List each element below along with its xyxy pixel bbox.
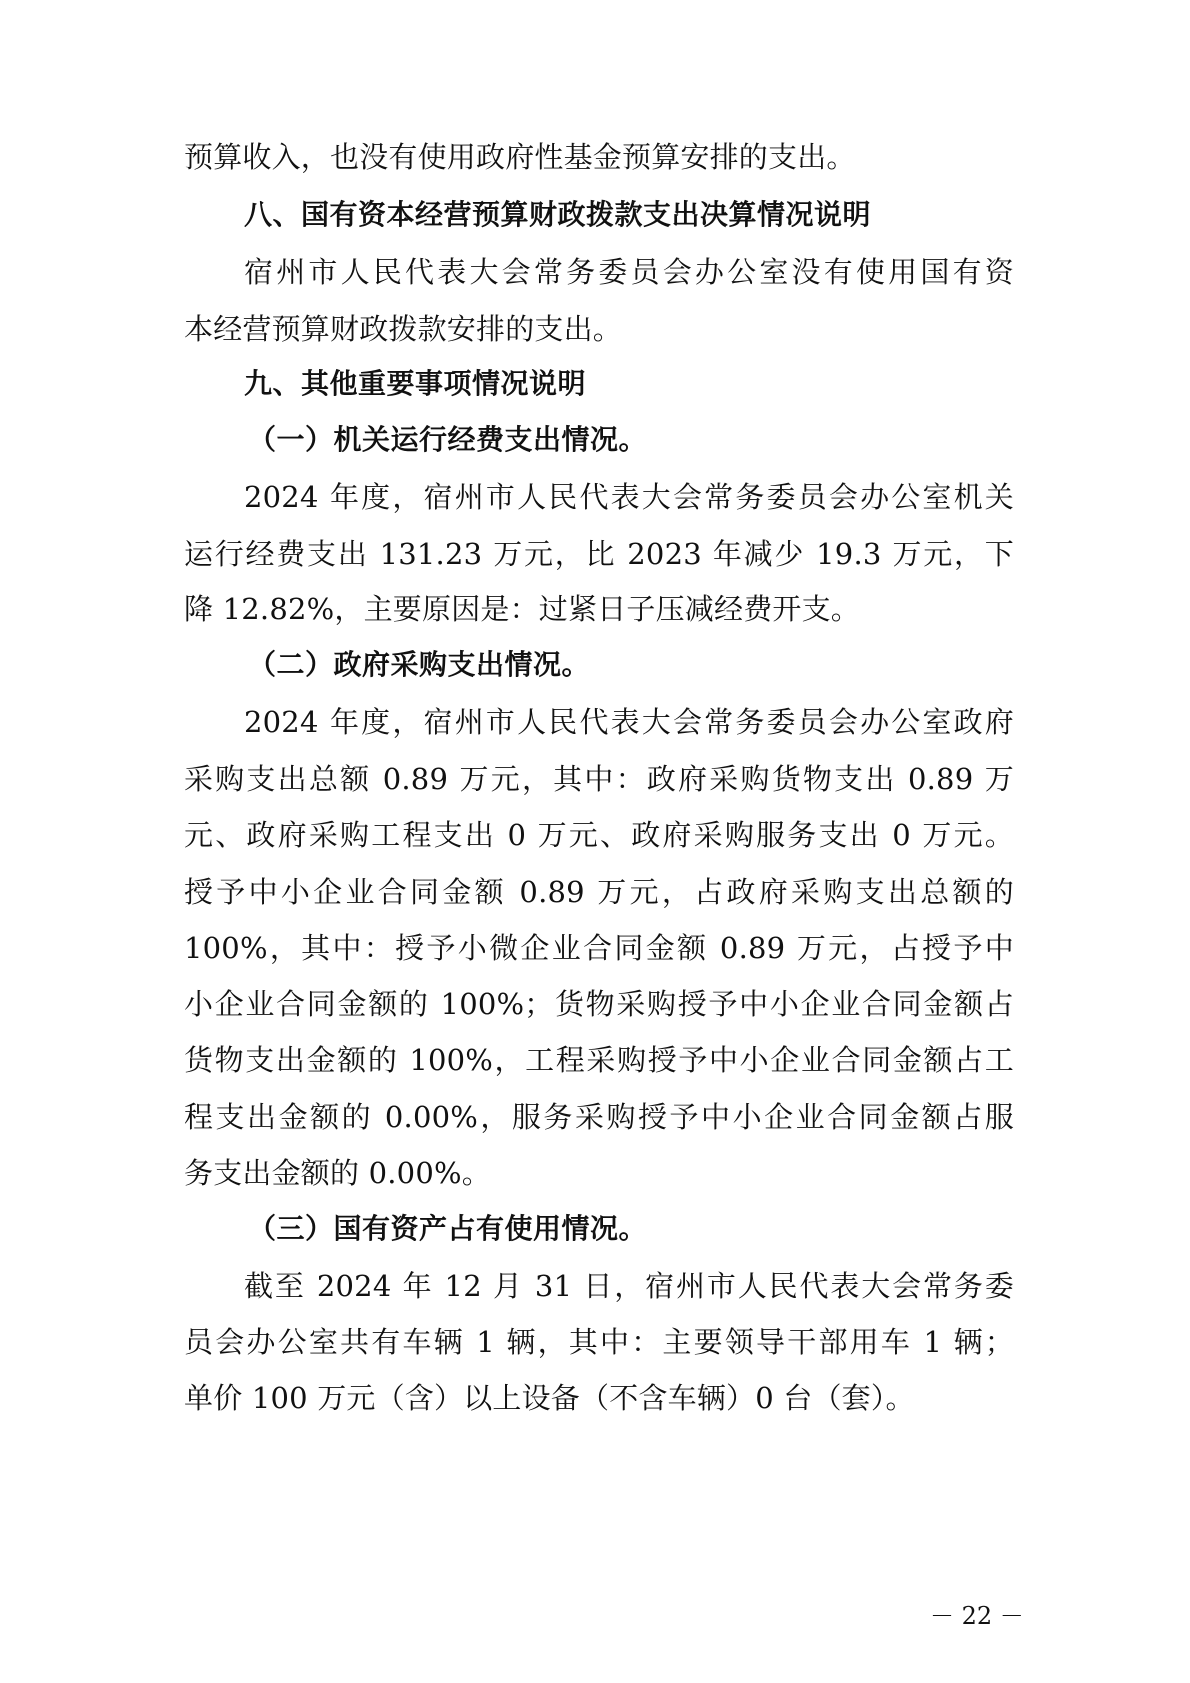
paragraph-line: 运行经费支出 131.23 万元，比 2023 年减少 19.3 万元，下 — [184, 537, 1014, 571]
paragraph-line: 员会办公室共有车辆 1 辆，其中：主要领导干部用车 1 辆； — [184, 1325, 1014, 1359]
paragraph-line: 程支出金额的 0.00%，服务采购授予中小企业合同金额占服 — [184, 1100, 1014, 1134]
page-number: － 22 － — [930, 1602, 1024, 1630]
paragraph-line: 授予中小企业合同金额 0.89 万元，占政府采购支出总额的 — [184, 875, 1014, 909]
subsection-heading-2: （二）政府采购支出情况。 — [248, 648, 591, 681]
paragraph-line: 元、政府采购工程支出 0 万元、政府采购服务支出 0 万元。 — [184, 818, 1014, 852]
paragraph-line: 小企业合同金额的 100%；货物采购授予中小企业合同金额占 — [184, 987, 1014, 1021]
paragraph-line: 货物支出金额的 100%，工程采购授予中小企业合同金额占工 — [184, 1043, 1014, 1077]
paragraph-line: 截至 2024 年 12 月 31 日，宿州市人民代表大会常务委 — [244, 1269, 1014, 1303]
paragraph-line: 本经营预算财政拨款安排的支出。 — [184, 312, 623, 346]
paragraph-line: 2024 年度，宿州市人民代表大会常务委员会办公室机关 — [244, 480, 1014, 514]
paragraph-line: 采购支出总额 0.89 万元，其中：政府采购货物支出 0.89 万 — [184, 762, 1014, 796]
paragraph-line: 降 12.82%，主要原因是：过紧日子压减经费开支。 — [184, 592, 860, 626]
paragraph-line: 预算收入，也没有使用政府性基金预算安排的支出。 — [184, 140, 856, 174]
section-heading-8: 八、国有资本经营预算财政拨款支出决算情况说明 — [244, 198, 872, 231]
paragraph-line: 宿州市人民代表大会常务委员会办公室没有使用国有资 — [244, 255, 1014, 289]
subsection-heading-1: （一）机关运行经费支出情况。 — [248, 423, 648, 456]
section-heading-9: 九、其他重要事项情况说明 — [244, 367, 587, 400]
paragraph-line: 2024 年度，宿州市人民代表大会常务委员会办公室政府 — [244, 705, 1014, 739]
paragraph-line: 务支出金额的 0.00%。 — [184, 1156, 491, 1190]
subsection-heading-3: （三）国有资产占有使用情况。 — [248, 1212, 648, 1245]
paragraph-line: 100%，其中：授予小微企业合同金额 0.89 万元，占授予中 — [184, 931, 1014, 965]
paragraph-line: 单价 100 万元（含）以上设备（不含车辆）0 台（套）。 — [184, 1381, 915, 1415]
